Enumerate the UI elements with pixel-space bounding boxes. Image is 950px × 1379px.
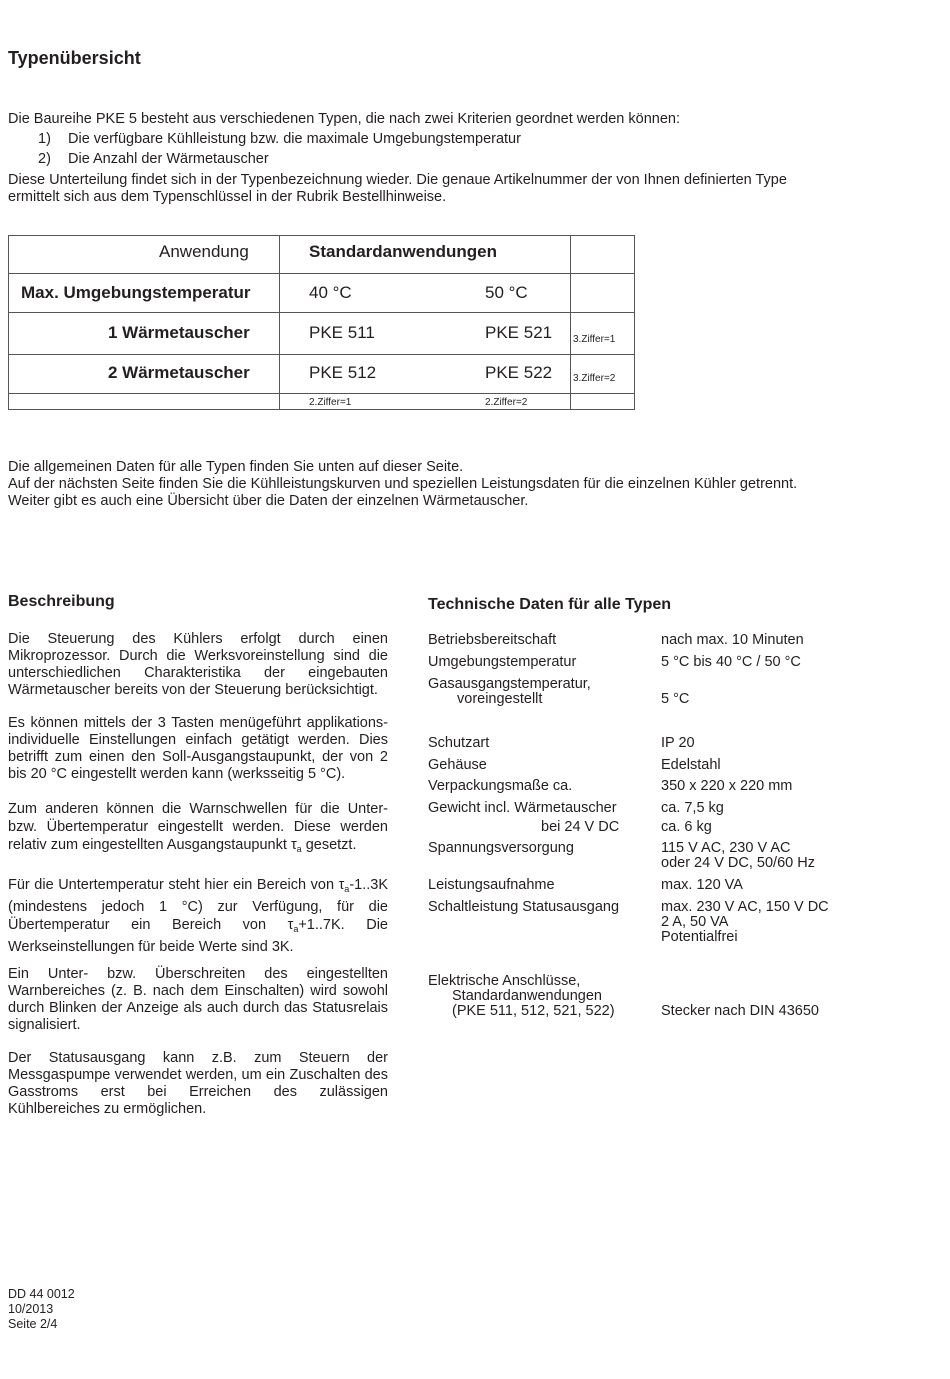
paragraph-text: +1..7K. Die Werkseinstellungen für beide Werte sind 3K. bbox=[8, 917, 388, 955]
row-label-2-waermetauscher: 2 Wärmetauscher bbox=[108, 363, 250, 382]
beschreibung-paragraph-4 bbox=[8, 876, 388, 956]
spec-value: 5 °C bbox=[661, 691, 690, 707]
spec-value: ca. 7,5 kg bbox=[661, 800, 724, 816]
paragraph-text: gesetzt. bbox=[301, 837, 357, 853]
spec-label: Leistungsaufnahme bbox=[428, 877, 555, 893]
cell-40c: 40 °C bbox=[309, 283, 352, 302]
note-3-ziffer-2: 3.Ziffer=2 bbox=[573, 373, 616, 384]
spec-label: (PKE 511, 512, 521, 522) bbox=[452, 1003, 615, 1019]
spec-label: Elektrische Anschlüsse, bbox=[428, 973, 581, 989]
spec-label: Gehäuse bbox=[428, 757, 487, 773]
techdata-heading: Technische Daten für alle Typen bbox=[428, 596, 672, 613]
spec-value: Edelstahl bbox=[661, 757, 721, 773]
table-divider bbox=[279, 236, 280, 409]
note-3-ziffer-1: 3.Ziffer=1 bbox=[573, 334, 616, 345]
intro-line-3: ermittelt sich aus dem Typenschlüssel in der Rubrik Bestellhinweise. bbox=[8, 189, 447, 205]
spec-label: Verpackungsmaße ca. bbox=[428, 778, 573, 794]
spec-value: IP 20 bbox=[661, 735, 695, 751]
spec-label: Gasausgangstemperatur, bbox=[428, 676, 591, 692]
type-table bbox=[8, 235, 635, 410]
footer-page: Seite 2/4 bbox=[8, 1317, 58, 1331]
table-divider bbox=[9, 393, 634, 394]
note-2-ziffer-2: 2.Ziffer=2 bbox=[485, 397, 528, 408]
subscript-a: a bbox=[344, 884, 350, 894]
spec-value: max. 120 VA bbox=[661, 877, 743, 893]
beschreibung-paragraph-5: Ein Unter- bzw. Überschreiten des eingestellten Warnbereiches (z. B. nach dem Einschalten) wird sowohl durch Blinken der Anzeige als auch durch das Statusrelais signalisiert. bbox=[8, 966, 388, 1033]
footer-date: 10/2013 bbox=[8, 1302, 54, 1316]
table-divider bbox=[9, 312, 634, 313]
spec-label: Schutzart bbox=[428, 735, 490, 751]
spec-value: Potentialfrei bbox=[661, 929, 738, 945]
cell-pke521: PKE 521 bbox=[485, 323, 553, 342]
intro-line-1: Die Baureihe PKE 5 besteht aus verschiedenen Typen, die nach zwei Kriterien geordnet werden können: bbox=[8, 111, 680, 127]
note-2-ziffer-1: 2.Ziffer=1 bbox=[309, 397, 352, 408]
spec-label: Umgebungstemperatur bbox=[428, 654, 577, 670]
page-title: Typenübersicht bbox=[8, 48, 141, 68]
beschreibung-paragraph-1: Die Steuerung des Kühlers erfolgt durch einen Mikroprozessor. Durch die Werksvoreinstellung sind die unterschiedlichen Charakteristika der eingebauten Wärmetauscher bereits von der Steuerung berücksichtigt. bbox=[8, 631, 388, 698]
list-item-number: 2) bbox=[38, 151, 51, 167]
footer-doc-number: DD 44 0012 bbox=[8, 1287, 75, 1301]
spec-value: 350 x 220 x 220 mm bbox=[661, 778, 793, 794]
beschreibung-paragraph-2: Es können mittels der 3 Tasten menügeführt applikations-individuelle Einstellungen einfach getätigt werden. Dies betrifft zum einen den Soll-Ausgangstaupunkt, der von 2 bis 20 °C eingestellt werden kann (werksseitig 5 °C). bbox=[8, 715, 388, 782]
row-label-temperature: Max. Umgebungstemperatur bbox=[21, 283, 251, 302]
subscript-a: a bbox=[296, 844, 302, 854]
table-divider bbox=[570, 236, 571, 409]
tau-symbol: τ bbox=[338, 877, 345, 893]
spec-value: oder 24 V DC, 50/60 Hz bbox=[661, 855, 815, 871]
spec-label: Standardanwendungen bbox=[452, 988, 602, 1004]
after-line-2: Auf der nächsten Seite finden Sie die Kühlleistungskurven und speziellen Leistungsdaten für die einzelnen Kühler getrennt. bbox=[8, 476, 798, 492]
spec-value: ca. 6 kg bbox=[661, 819, 712, 835]
spec-label: bei 24 V DC bbox=[541, 819, 620, 835]
after-line-1: Die allgemeinen Daten für alle Typen finden Sie unten auf dieser Seite. bbox=[8, 459, 464, 475]
tau-symbol: τ bbox=[290, 837, 297, 853]
spec-label: Gewicht incl. Wärmetauscher bbox=[428, 800, 617, 816]
table-divider bbox=[9, 354, 634, 355]
table-divider bbox=[9, 273, 634, 274]
spec-label: Spannungsversorgung bbox=[428, 840, 574, 856]
paragraph-text: Für die Untertemperatur steht hier ein Bereich von bbox=[8, 877, 339, 893]
beschreibung-heading: Beschreibung bbox=[8, 593, 115, 610]
spec-label: voreingestellt bbox=[457, 691, 543, 707]
spec-value: 2 A, 50 VA bbox=[661, 914, 729, 930]
cell-pke512: PKE 512 bbox=[309, 363, 377, 382]
footer bbox=[8, 1287, 75, 1332]
list-item-text: Die verfügbare Kühlleistung bzw. die maximale Umgebungstemperatur bbox=[68, 131, 521, 147]
tau-symbol: τ bbox=[287, 917, 294, 933]
cell-pke522: PKE 522 bbox=[485, 363, 553, 382]
spec-label: Schaltleistung Statusausgang bbox=[428, 899, 620, 915]
list-item-number: 1) bbox=[38, 131, 51, 147]
cell-50c: 50 °C bbox=[485, 283, 528, 302]
spec-value: Stecker nach DIN 43650 bbox=[661, 1003, 819, 1019]
spec-value: max. 230 V AC, 150 V DC bbox=[661, 899, 829, 915]
paragraph-text: -1..3K (mindestens jedoch 1 °C) zur Verfügung, für die Übertemperatur ein Bereich von bbox=[8, 877, 388, 933]
beschreibung-paragraph-6: Der Statusausgang kann z.B. zum Steuern der Messgaspumpe verwendet werden, um ein Zuschalten des Gasstroms erst bei Erreichen des zulässigen Kühlbereiches zu ermöglichen. bbox=[8, 1050, 388, 1117]
subscript-a: a bbox=[293, 924, 299, 934]
cell-pke511: PKE 511 bbox=[309, 323, 375, 342]
after-line-3: Weiter gibt es auch eine Übersicht über die Daten der einzelnen Wärmetauscher. bbox=[8, 493, 529, 509]
paragraph-text: Zum anderen können die Warnschwellen für die Unter-bzw. Übertemperatur eingestellt werden. Diese werden relativ zum eingestellten Ausgangstaupunkt bbox=[8, 801, 388, 853]
spec-label: Betriebsbereitschaft bbox=[428, 632, 557, 648]
spec-value: 5 °C bis 40 °C / 50 °C bbox=[661, 654, 801, 670]
header-standardanwendungen: Standardanwendungen bbox=[309, 242, 497, 261]
row-label-1-waermetauscher: 1 Wärmetauscher bbox=[108, 323, 250, 342]
spec-value: 115 V AC, 230 V AC bbox=[661, 840, 791, 856]
header-anwendung: Anwendung bbox=[159, 242, 249, 261]
spec-value: nach max. 10 Minuten bbox=[661, 632, 804, 648]
list-item-text: Die Anzahl der Wärmetauscher bbox=[68, 151, 269, 167]
beschreibung-paragraph-3 bbox=[8, 800, 388, 858]
intro-line-2: Diese Unterteilung findet sich in der Typenbezeichnung wieder. Die genaue Artikelnummer der von Ihnen definierten Type bbox=[8, 172, 787, 188]
